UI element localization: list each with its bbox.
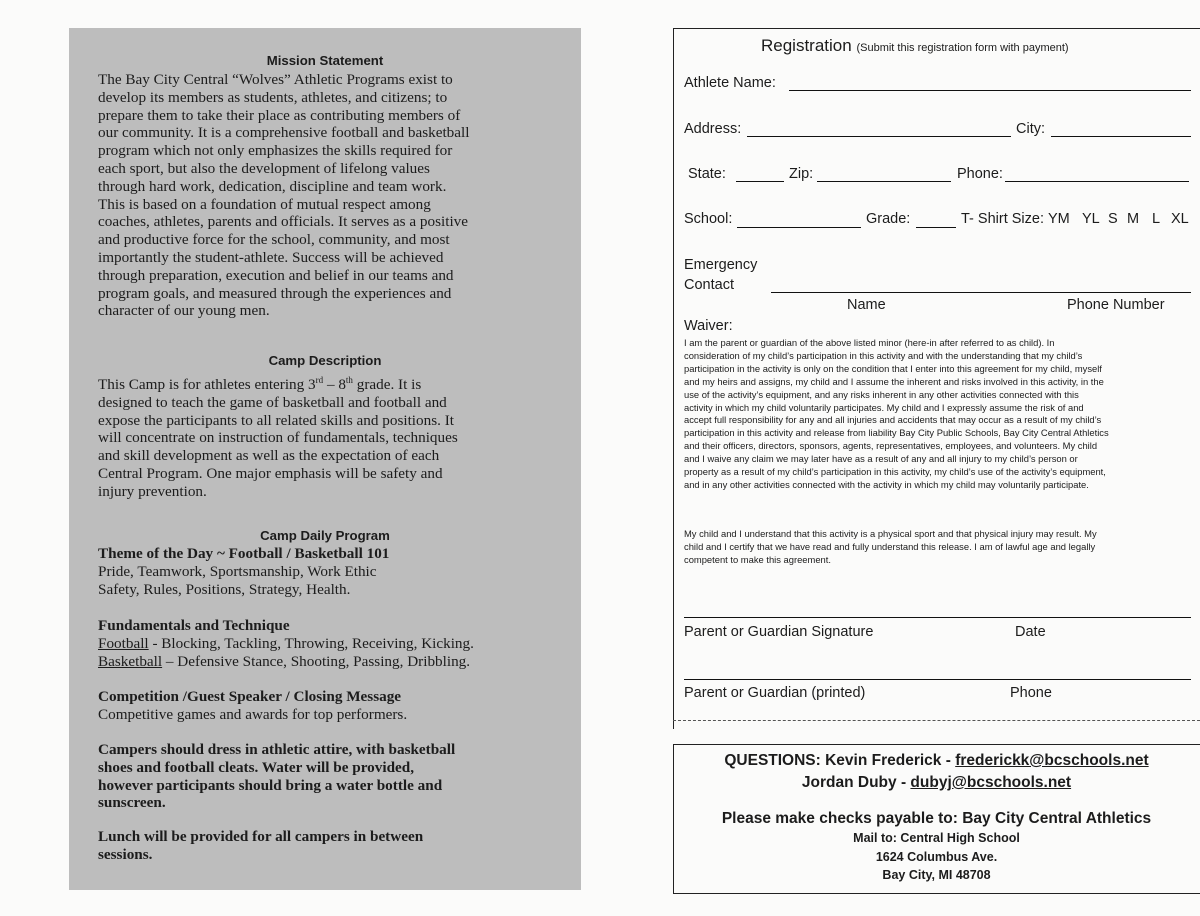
- waiver-line: participation in the activity is only on the condition that I enter into this agreement for my child, myself: [684, 362, 1102, 374]
- email-link-frederick[interactable]: frederickk@bcschools.net: [955, 752, 1149, 769]
- mission-line: The Bay City Central “Wolves” Athletic Programs exist to: [98, 71, 453, 88]
- theme-line: Pride, Teamwork, Sportsmanship, Work Ethic: [98, 563, 377, 580]
- mission-line: This is based on a foundation of mutual respect among: [98, 195, 431, 213]
- emergency-label: Emergency: [684, 257, 758, 273]
- mission-line: each sport, but also the development of lifelong values: [98, 159, 430, 177]
- mission-line: and productive force for the school, community, and most: [98, 231, 450, 249]
- waiver-heading: Waiver:: [684, 318, 733, 334]
- camp-line: will concentrate on instruction of fundamentals, techniques: [98, 429, 458, 447]
- camp-line: designed to teach the game of basketball and football and: [98, 393, 447, 411]
- camp-line: This Camp is for athletes entering 3rd – 8th grade. It is: [98, 375, 422, 394]
- theme-details: [98, 563, 553, 599]
- dress-line: shoes and football cleats. Water will be provided,: [98, 758, 415, 776]
- questions-line: QUESTIONS: Kevin Frederick - frederickk@bcschools.net: [724, 752, 1149, 769]
- dress-notice: [98, 741, 553, 812]
- camp-line: expose the participants to all related skills and positions. It: [98, 411, 454, 429]
- school-label: School:: [684, 211, 733, 227]
- tshirt-size-label: T- Shirt Size:: [961, 211, 1044, 227]
- basketball-line: Basketball – Defensive Stance, Shooting, Passing, Dribbling.: [98, 652, 471, 670]
- dress-line: sunscreen.: [98, 794, 166, 812]
- size-option-ym[interactable]: YM: [1048, 211, 1070, 227]
- mail-street: 1624 Columbus Ave.: [875, 850, 998, 864]
- dress-line: however participants should bring a water bottle and: [98, 776, 443, 794]
- waiver-line: child and I certify that we have read and fully understand this release. I am of lawful age and legally: [684, 540, 1096, 552]
- waiver-line: accept full responsibility for any and all injuries and accidents that may occur as a result of my child’s: [684, 414, 1102, 426]
- signature-field[interactable]: [684, 617, 1191, 618]
- mission-text: [98, 71, 553, 320]
- form-title: Registration (Submit this registration form with payment): [761, 36, 1069, 55]
- phone-label: Phone:: [957, 166, 1003, 182]
- mission-line: our community. It is a comprehensive football and basketball: [98, 124, 470, 142]
- size-option-m[interactable]: M: [1127, 211, 1140, 227]
- competition-heading: Competition /Guest Speaker / Closing Message: [98, 688, 402, 705]
- date-caption: Date: [1015, 624, 1046, 640]
- camp-description-text: [98, 372, 553, 501]
- city-field[interactable]: [1051, 136, 1191, 137]
- email-link-duby[interactable]: dubyj@bcschools.net: [910, 774, 1072, 791]
- daily-program-heading: Camp Daily Program: [260, 528, 390, 543]
- waiver-line: and in any other activities connected with the activity in which my child may voluntarily participate.: [684, 478, 1089, 490]
- camp-line: injury prevention.: [98, 482, 207, 500]
- competition-text: Competitive games and awards for top performers.: [98, 706, 408, 723]
- school-field[interactable]: [737, 227, 861, 228]
- waiver-line: and my heirs and assigns, my child and I assume the inherent and risks involved in this activity, in the: [684, 375, 1104, 387]
- waiver-line: and their officers, directors, sponsors, agents, representatives, employees, and volunteers. My child: [684, 440, 1098, 452]
- size-option-s[interactable]: S: [1108, 211, 1118, 227]
- printed-name-caption: Parent or Guardian (printed): [684, 685, 866, 701]
- mission-line: program goals, and measured through the experiences and: [98, 284, 452, 302]
- waiver-line: I am the parent or guardian of the above listed minor (here-in after referred to as child). In: [684, 337, 1055, 348]
- zip-label: Zip:: [789, 166, 814, 182]
- printed-name-field[interactable]: [684, 679, 1191, 680]
- emergency-name-caption: Name: [847, 297, 886, 313]
- size-option-l[interactable]: L: [1152, 211, 1161, 227]
- waiver-text: [684, 337, 1196, 492]
- mail-to: Mail to: Central High School: [853, 831, 1020, 845]
- mission-line: importantly the student-athlete. Success will be achieved: [98, 248, 444, 266]
- printed-phone-caption: Phone: [1010, 685, 1052, 701]
- mission-line: prepare them to take their place as contributing members of: [98, 106, 461, 124]
- checks-payable: Please make checks payable to: Bay City Central Athletics: [721, 810, 1152, 827]
- signature-caption: Parent or Guardian Signature: [684, 624, 874, 640]
- waiver-line: property as a result of my child’s participation in this activity, my child’s use of the activity’s equipment,: [684, 466, 1106, 478]
- emergency-phone-caption: Phone Number: [1067, 297, 1165, 313]
- grade-label: Grade:: [866, 211, 911, 227]
- waiver-line: and I waive any claim we may later have as a result of any and all injury to my child’s person or: [684, 453, 1078, 465]
- mission-line: program which not only emphasizes the skills required for: [98, 142, 453, 160]
- address-field[interactable]: [747, 136, 1011, 137]
- city-label: City:: [1016, 121, 1045, 137]
- fundamentals-heading: Fundamentals and Technique: [98, 617, 290, 634]
- waiver-acknowledgement: [684, 528, 1196, 567]
- waiver-line: activity in which my child voluntarily participates. My child and I expressly assume the risk of and: [684, 401, 1084, 413]
- football-line: Football - Blocking, Tackling, Throwing, Receiving, Kicking.: [98, 635, 474, 652]
- mission-line: through preparation, execution and belief in our teams and: [98, 266, 454, 284]
- waiver-line: competent to make this agreement.: [684, 553, 831, 565]
- lunch-line: Lunch will be provided for all campers in between: [98, 828, 424, 845]
- waiver-line: consideration of my child’s participation in this activity and with the understanding that my child’s: [684, 349, 1083, 361]
- phone-field[interactable]: [1005, 181, 1189, 182]
- camp-description-heading: Camp Description: [268, 353, 382, 368]
- athlete-name-field[interactable]: [789, 90, 1191, 91]
- dress-line: Campers should dress in athletic attire, with basketball: [98, 741, 456, 758]
- state-label: State:: [688, 166, 726, 182]
- jordan-line: Jordan Duby - dubyj@bcschools.net: [801, 774, 1072, 791]
- athlete-name-label: Athlete Name:: [684, 75, 776, 91]
- mission-line: coaches, athletes, parents and officials. It serves as a positive: [98, 213, 468, 231]
- mission-line: character of our young men.: [98, 302, 270, 320]
- theme-line: Safety, Rules, Positions, Strategy, Health.: [98, 580, 351, 598]
- grade-field[interactable]: [916, 227, 956, 228]
- emergency-contact-field[interactable]: [771, 292, 1191, 293]
- camp-line: Central Program. One major emphasis will be safety and: [98, 465, 443, 483]
- lunch-notice: [98, 828, 553, 864]
- lunch-line: sessions.: [98, 845, 153, 863]
- mission-line: through hard work, dedication, discipline and team work.: [98, 177, 447, 195]
- mail-city: Bay City, MI 48708: [882, 868, 991, 882]
- waiver-line: participation in this activity and release from liability Bay City Public Schools, Bay City Central Athletics: [684, 427, 1109, 439]
- zip-field[interactable]: [817, 181, 951, 182]
- mission-line: develop its members as students, athletes, and citizens; to: [98, 88, 448, 106]
- size-option-xl[interactable]: XL: [1171, 211, 1189, 227]
- state-field[interactable]: [736, 181, 784, 182]
- waiver-line: use of the activity’s equipment, and any risks inherent in any other activities connected with this: [684, 388, 1079, 400]
- camp-line: and skill development as well as the expectation of each: [98, 447, 440, 465]
- fundamentals-list: [98, 635, 553, 671]
- size-option-yl[interactable]: YL: [1082, 211, 1100, 227]
- waiver-line: My child and I understand that this activity is a physical sport and that physical injury may result. My: [684, 528, 1097, 539]
- theme-of-day: Theme of the Day ~ Football / Basketball 101: [98, 545, 390, 562]
- mission-heading: Mission Statement: [266, 53, 384, 68]
- contact-label: Contact: [684, 277, 734, 293]
- tear-line: [673, 720, 1200, 721]
- address-label: Address:: [684, 121, 742, 137]
